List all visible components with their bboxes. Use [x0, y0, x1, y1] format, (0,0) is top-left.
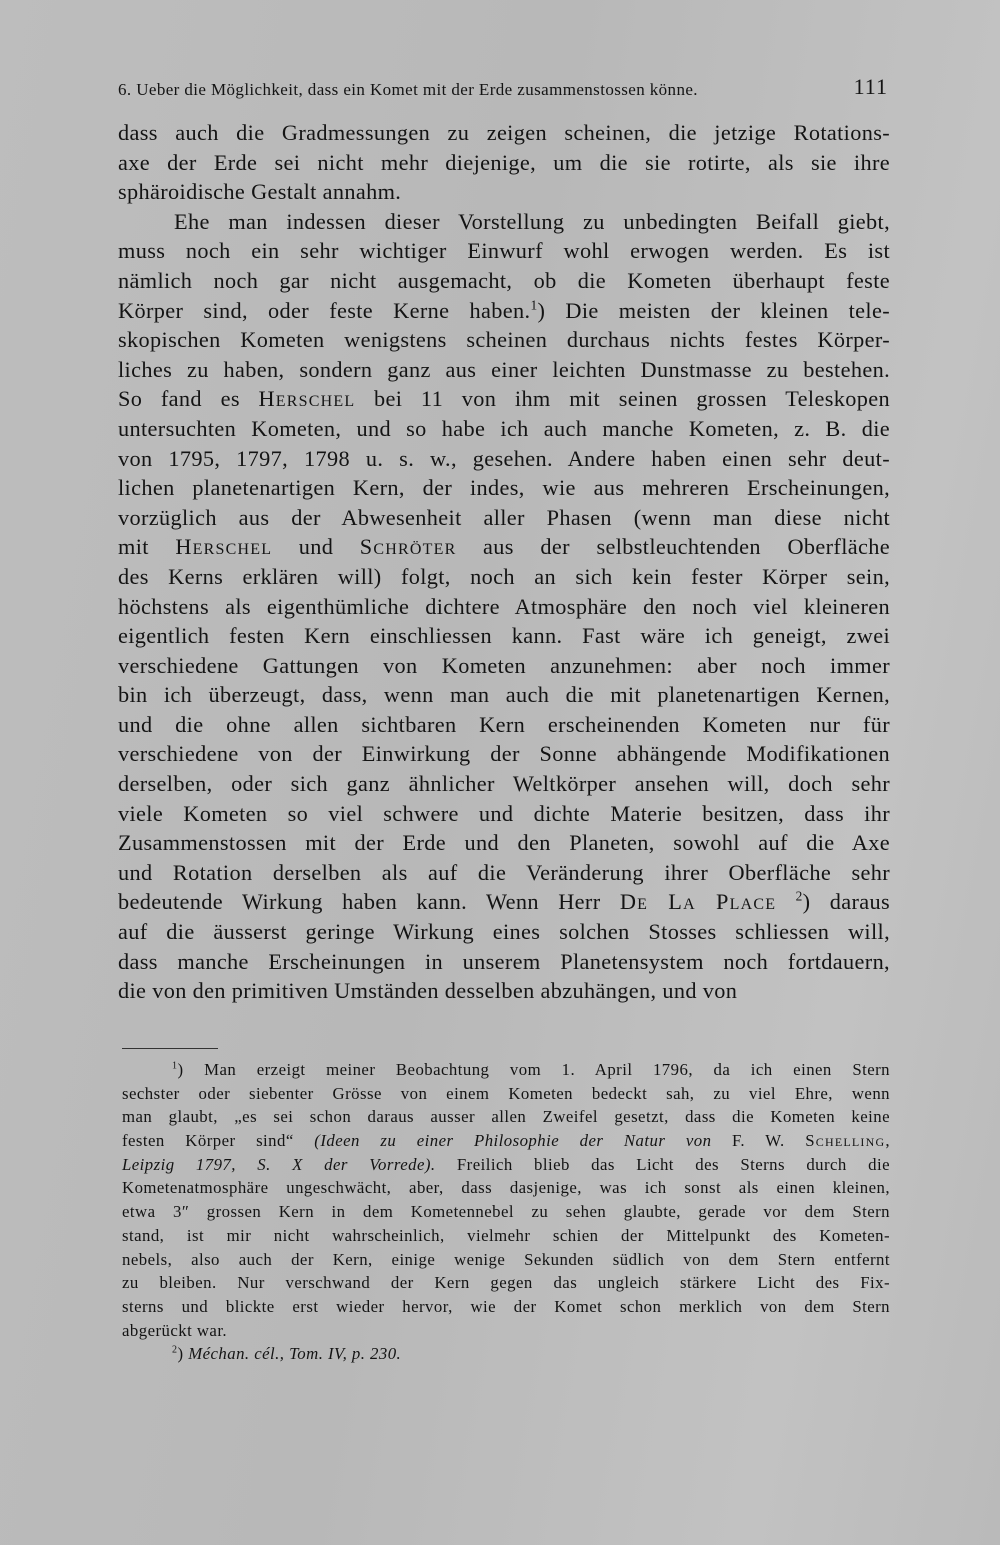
text-run: zu bleiben. Nur verschwand der Kern gegen das ungleich stärkere Licht des Fix- [122, 1273, 890, 1293]
text-line [118, 266, 890, 296]
text-run: , [885, 1131, 890, 1151]
footnote-line [122, 1105, 890, 1129]
person-name: Herschel [175, 534, 273, 560]
citation-italic: (Ideen zu einer Philosophie der Natur von [314, 1131, 712, 1151]
text-line [118, 887, 890, 917]
text-run: Ehe man indessen dieser Vorstellung zu unbedingten Beifall giebt, [174, 208, 890, 234]
text-line [118, 236, 890, 266]
text-run: Freilich blieb das Licht des Sterns durch die [435, 1154, 890, 1174]
footnote-line [122, 1058, 890, 1082]
running-head [118, 74, 888, 102]
text-line [118, 532, 890, 562]
text-line [118, 473, 890, 503]
text-line [118, 680, 890, 710]
text-run: verschiedene Gattungen von Kometen anzunehmen: aber noch immer [118, 652, 890, 678]
text-line [118, 503, 890, 533]
text-run: etwa 3″ grossen Kern in dem Kometennebel zu sehen glaubte, gerade vor dem Stern [122, 1202, 890, 1222]
text-run: Kometenatmosphäre ungeschwächt, aber, dass dasjenige, was ich sonst als einen kleinen, [122, 1178, 890, 1198]
text-line [118, 414, 890, 444]
person-name: De La Place [619, 889, 777, 915]
text-run: bedeutende Wirkung haben kann. Wenn Herr [118, 889, 620, 915]
text-run: dass auch die Gradmessungen zu zeigen scheinen, die jetzige Rotations- [118, 120, 890, 145]
citation-italic: Méchan. cél., Tom. IV, p. 230. [188, 1344, 402, 1364]
text-run: dass manche Erscheinungen in unserem Planetensystem noch fortdauern, [118, 948, 890, 974]
text-run: eigentlich festen Kern einschliessen kann. Fast wäre ich geneigt, zwei [118, 623, 890, 649]
text-run: liches zu haben, sondern ganz aus einer leichten Dunstmasse zu bestehen. [118, 356, 890, 382]
footnote-line [122, 1342, 890, 1366]
main-text [118, 118, 890, 1006]
text-run: nebels, also auch der Kern, einige wenige Sekunden südlich von dem Stern entfernt [122, 1249, 890, 1269]
text-line [118, 148, 890, 178]
text-run: abgerückt war. [122, 1320, 228, 1340]
footnote-marker: 2 [795, 888, 803, 904]
text-line [118, 858, 890, 888]
text-run: stand, ist mir nicht wahrscheinlich, vielmehr schien der Mittelpunkt des Kometen- [122, 1225, 890, 1245]
text-run: festen Körper sind“ [122, 1131, 315, 1151]
text-run: auf die äusserst geringe Wirkung eines solchen Stosses schliessen will, [118, 919, 890, 945]
text-run: und Rotation derselben als auf die Veränderung ihrer Oberfläche sehr [118, 859, 890, 885]
text-line [118, 384, 890, 414]
footnote-line [122, 1248, 890, 1272]
person-name: Herschel [258, 386, 356, 412]
text-run [776, 889, 795, 914]
text-run: Körper sind, oder feste Kerne haben. [118, 297, 531, 323]
footnote-line [122, 1224, 890, 1248]
footnote-marker: 1 [530, 296, 538, 312]
text-line [118, 651, 890, 681]
text-run: skopischen Kometen wenigstens scheinen durchaus nichts festes Körper- [118, 327, 890, 353]
text-run: und die ohne allen sichtbaren Kern erscheinenden Kometen nur für [118, 711, 890, 737]
footnote-marker: 1 [172, 1060, 178, 1072]
footnote-marker: 2 [172, 1344, 178, 1356]
text-line [118, 739, 890, 769]
text-run: man glaubt, „es sei schon daraus ausser allen Zweifel gesetzt, dass die Kometen keine [122, 1107, 890, 1127]
text-run: bin ich überzeugt, dass, wenn man auch die mit planetenartigen Kernen, [118, 682, 890, 708]
text-run: mit [118, 534, 176, 560]
text-line [118, 355, 890, 385]
text-line [118, 710, 890, 740]
text-run: ) Die meisten der kleinen tele- [537, 297, 890, 323]
footnote-line [122, 1082, 890, 1106]
text-line [118, 917, 890, 947]
text-line [118, 118, 890, 148]
person-name: Schröter [359, 534, 457, 560]
text-run: ) [177, 1344, 189, 1364]
text-run: bei 11 von ihm mit seinen grossen Teleskopen [355, 386, 890, 412]
text-line [118, 592, 890, 622]
text-run: nämlich noch gar nicht ausgemacht, ob die Kometen überhaupt feste [118, 267, 890, 293]
footnote-line [122, 1129, 890, 1153]
text-run: und [272, 534, 360, 560]
text-run: verschiedene von der Einwirkung der Sonne abhängende Modifikationen [118, 741, 890, 767]
text-line [118, 444, 890, 474]
footnote-line [122, 1271, 890, 1295]
page-number: 111 [853, 74, 888, 99]
text-line [118, 296, 890, 326]
text-run: die von den primitiven Umständen desselben abzuhängen, und von [118, 978, 738, 1004]
footnote-line [122, 1200, 890, 1224]
footnote-line [122, 1153, 890, 1177]
text-run: So fand es [118, 386, 259, 412]
footnotes [122, 1058, 890, 1366]
text-run: Zusammenstossen mit der Erde und den Planeten, sowohl auf die Axe [118, 830, 890, 856]
text-run: F. W. [711, 1131, 806, 1151]
citation-italic: Leipzig 1797, S. X der Vorrede). [122, 1154, 436, 1174]
chapter-title: 6. Ueber die Möglichkeit, dass ein Komet mit der Erde zusammenstossen könne. [118, 80, 698, 99]
text-line [118, 207, 890, 237]
text-run: höchstens als eigenthümliche dichtere Atmosphäre den noch viel kleineren [118, 593, 890, 619]
text-line [118, 769, 890, 799]
text-line [118, 325, 890, 355]
text-run: derselben, oder sich ganz ähnlicher Weltkörper ansehen will, doch sehr [118, 771, 890, 797]
text-run: sechster oder siebenter Grösse von einem Kometen bedeckt sah, zu viel Ehre, wenn [122, 1083, 890, 1103]
text-line [118, 976, 890, 1006]
text-run: axe der Erde sei nicht mehr diejenige, um die sie rotirte, als sie ihre [118, 149, 890, 175]
text-run: aus der selbstleuchtenden Oberfläche [456, 534, 890, 560]
text-line [118, 828, 890, 858]
person-name: Schelling [805, 1131, 886, 1151]
text-line [118, 621, 890, 651]
text-line [118, 177, 890, 207]
footnote-separator [122, 1048, 218, 1049]
text-line [118, 562, 890, 592]
text-run: untersuchten Kometen, und so habe ich auch manche Kometen, z. B. die [118, 415, 890, 441]
footnote-line [122, 1176, 890, 1200]
text-run: des Kerns erklären will) folgt, noch an sich kein fester Körper sein, [118, 563, 890, 589]
text-run: lichen planetenartigen Kern, der indes, wie aus mehreren Erscheinungen, [118, 475, 890, 501]
text-run: muss noch ein sehr wichtiger Einwurf wohl erwogen werden. Es ist [118, 238, 890, 264]
text-run: vorzüglich aus der Abwesenheit aller Phasen (wenn man diese nicht [118, 504, 890, 530]
footnote-line [122, 1319, 890, 1343]
text-run: sphäroidische Gestalt annahm. [118, 179, 402, 205]
footnote-line [122, 1295, 890, 1319]
text-line [118, 799, 890, 829]
text-run: von 1795, 1797, 1798 u. s. w., gesehen. Andere haben einen sehr deut- [118, 445, 890, 471]
text-line [118, 947, 890, 977]
text-run: viele Kometen so viel schwere und dichte Materie besitzen, dass ihr [118, 800, 890, 826]
text-run: ) daraus [802, 889, 890, 915]
text-run: sterns und blickte erst wieder hervor, wie der Komet schon merklich von dem Stern [122, 1296, 890, 1316]
text-run: ) Man erzeigt meiner Beobachtung vom 1. April 1796, da ich einen Stern [177, 1060, 890, 1079]
